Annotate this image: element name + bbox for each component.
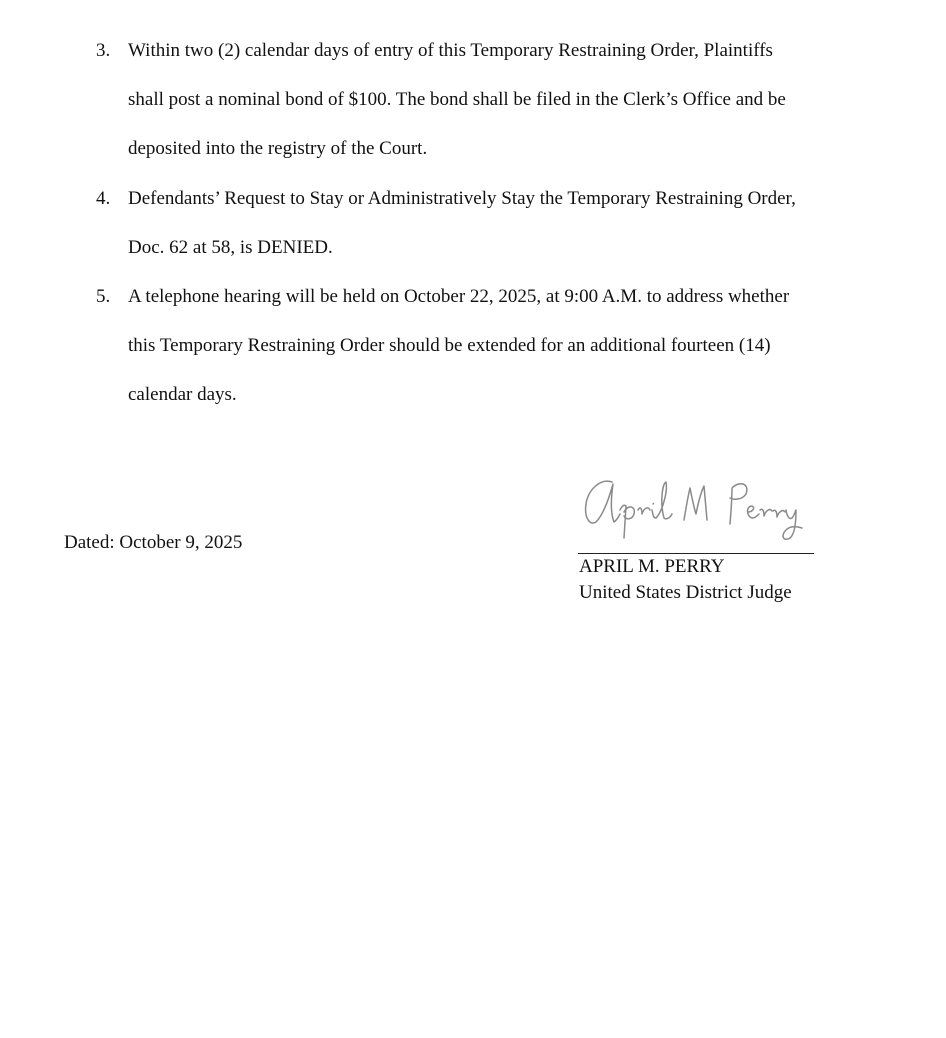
item-line: calendar days.	[128, 384, 237, 405]
item-line: this Temporary Restraining Order should be extended for an additional fourteen (14)	[128, 335, 771, 356]
item-line: deposited into the registry of the Court.	[128, 138, 428, 159]
handwritten-signature	[580, 468, 816, 550]
item-text	[128, 174, 903, 272]
item-line: Within two (2) calendar days of entry of this Temporary Restraining Order, Plaintiffs	[128, 40, 773, 61]
item-line: Doc. 62 at 58, is DENIED.	[128, 237, 333, 258]
item-text	[128, 26, 903, 173]
item-text	[128, 272, 903, 419]
judge-name: APRIL M. PERRY	[579, 556, 725, 577]
judge-title: United States District Judge	[579, 582, 792, 603]
item-line: shall post a nominal bond of $100. The bond shall be filed in the Clerk’s Office and be	[128, 89, 786, 110]
item-number: 4.	[96, 188, 111, 209]
dated-line: Dated: October 9, 2025	[64, 532, 243, 553]
item-line: A telephone hearing will be held on October 22, 2025, at 9:00 A.M. to address whether	[128, 286, 790, 307]
item-line: Defendants’ Request to Stay or Administratively Stay the Temporary Restraining Order,	[128, 188, 796, 209]
item-number: 3.	[96, 40, 111, 61]
item-number: 5.	[96, 286, 111, 307]
